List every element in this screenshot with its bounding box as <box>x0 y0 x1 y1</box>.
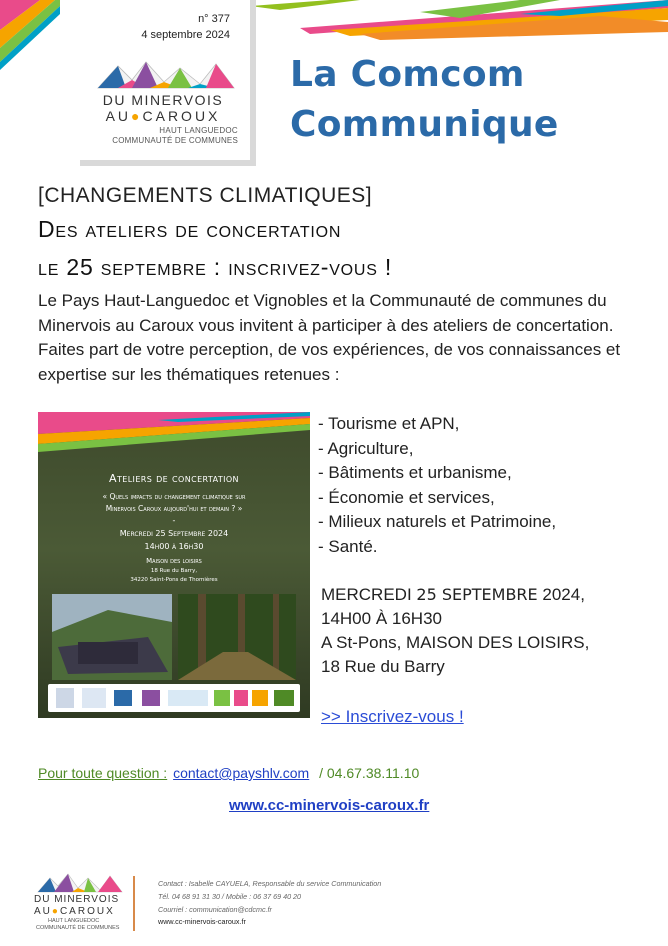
logo-text-caroux: CAROUX <box>142 108 221 124</box>
website-link[interactable]: www.cc-minervois-caroux.fr <box>229 797 430 814</box>
logo-text-region: HAUT LANGUEDOC <box>159 126 238 135</box>
footer-mountains-icon <box>34 872 124 894</box>
article-category: [CHANGEMENTS CLIMATIQUES] <box>38 184 373 207</box>
newsletter-title-line2: Communique <box>290 104 559 145</box>
poster-street: 18 Rue du Barry, <box>150 568 198 574</box>
logo-text-community: COMMUNAUTÉ DE COMMUNES <box>112 136 238 145</box>
event-poster <box>38 412 310 718</box>
event-address: 18 Rue du Barry <box>321 657 445 676</box>
event-date-day: 25 SEPTEMBRE <box>416 585 538 604</box>
footer-logo-dot-icon: ● <box>51 906 60 917</box>
footer-website[interactable]: www.cc-minervois-caroux.fr <box>158 917 246 926</box>
footer-phone: Tél. 04 68 91 31 30 / Mobile : 06 37 69 40 20 <box>158 892 302 901</box>
footer-logo-au: AU <box>34 906 52 917</box>
newsletter-title-line1: La Comcom <box>290 54 525 95</box>
footer-logo-line1: DU MINERVOIS <box>34 894 120 905</box>
header-frame-bottom <box>80 160 256 166</box>
event-time: 14H00 À 16H30 <box>321 609 442 628</box>
issue-date: 4 septembre 2024 <box>141 29 230 41</box>
poster-venue: Maison des loisirs <box>146 557 202 565</box>
left-color-stripes <box>0 0 60 70</box>
contact-phone: / 04.67.38.11.10 <box>319 765 420 781</box>
poster-question-line2: Minervois Caroux aujourd'hui et demain ? » <box>105 504 243 513</box>
logo-text-line2 <box>88 108 238 124</box>
poster-title: Ateliers de concertation <box>109 472 239 485</box>
event-date-suffix: 2024, <box>537 585 585 604</box>
topic-item: - Tourisme et APN, <box>318 414 460 433</box>
mountains-logo-icon <box>88 58 238 92</box>
contact-label: Pour toute question : <box>38 765 168 781</box>
topic-item: - Santé. <box>318 536 378 556</box>
footer-logo-caroux: CAROUX <box>59 906 115 917</box>
footer-contact: Contact : Isabelle CAYUELA, Responsable du service Communication <box>158 879 382 888</box>
poster-dash: - <box>172 516 176 525</box>
article-intro: Le Pays Haut-Languedoc et Vignobles et la Communauté de communes du Minervois au Caroux vous invitent à participer à des ateliers de concertation. Faites part de votre perception, de vos expériences, de vos connaissances et expertise sur les thématiques retenues : <box>38 291 621 384</box>
article-heading-line2: le 25 septembre : inscrivez-vous ! <box>38 254 393 280</box>
article-heading-line1: Des ateliers de concertation <box>38 216 342 242</box>
issue-number: n° 377 <box>198 13 230 25</box>
footer-logo-line4: COMMUNAUTÉ DE COMMUNES <box>36 925 120 931</box>
signup-link[interactable]: >> Inscrivez-vous ! <box>321 707 464 726</box>
footer-logo <box>34 872 134 938</box>
event-date <box>321 585 585 605</box>
poster-city: 34220 Saint-Pons de Thomières <box>130 577 218 583</box>
topics-list <box>318 412 556 559</box>
contact-line <box>38 765 419 781</box>
logo-text-line1: DU MINERVOIS <box>102 92 224 108</box>
poster-background <box>38 412 310 718</box>
topic-item: - Agriculture, <box>318 438 414 458</box>
event-place: A St-Pons, MAISON DES LOISIRS, <box>321 633 590 652</box>
header-frame-line <box>250 0 256 160</box>
logo-dot-icon: ● <box>131 108 143 124</box>
footer-logo-line3: HAUT LANGUEDOC <box>48 918 100 924</box>
contact-email-link[interactable]: contact@payshlv.com <box>173 765 310 781</box>
poster-time: 14h00 à 16h30 <box>144 542 204 551</box>
poster-question-line1: « Quels impacts du changement climatique sur <box>102 492 246 501</box>
topic-item: - Milieux naturels et Patrimoine, <box>318 512 557 531</box>
event-date-prefix: MERCREDI <box>321 585 417 604</box>
poster-date: Mercredi 25 Septembre 2024 <box>119 529 229 538</box>
footer-email: Courriel : communication@cdcmc.fr <box>158 905 272 914</box>
topic-item: - Économie et services, <box>318 487 495 507</box>
community-logo <box>88 58 248 156</box>
footer-logo-line2 <box>34 906 115 917</box>
footer-divider <box>133 876 135 931</box>
topic-item: - Bâtiments et urbanisme, <box>318 463 512 482</box>
logo-text-au: AU <box>105 108 132 124</box>
